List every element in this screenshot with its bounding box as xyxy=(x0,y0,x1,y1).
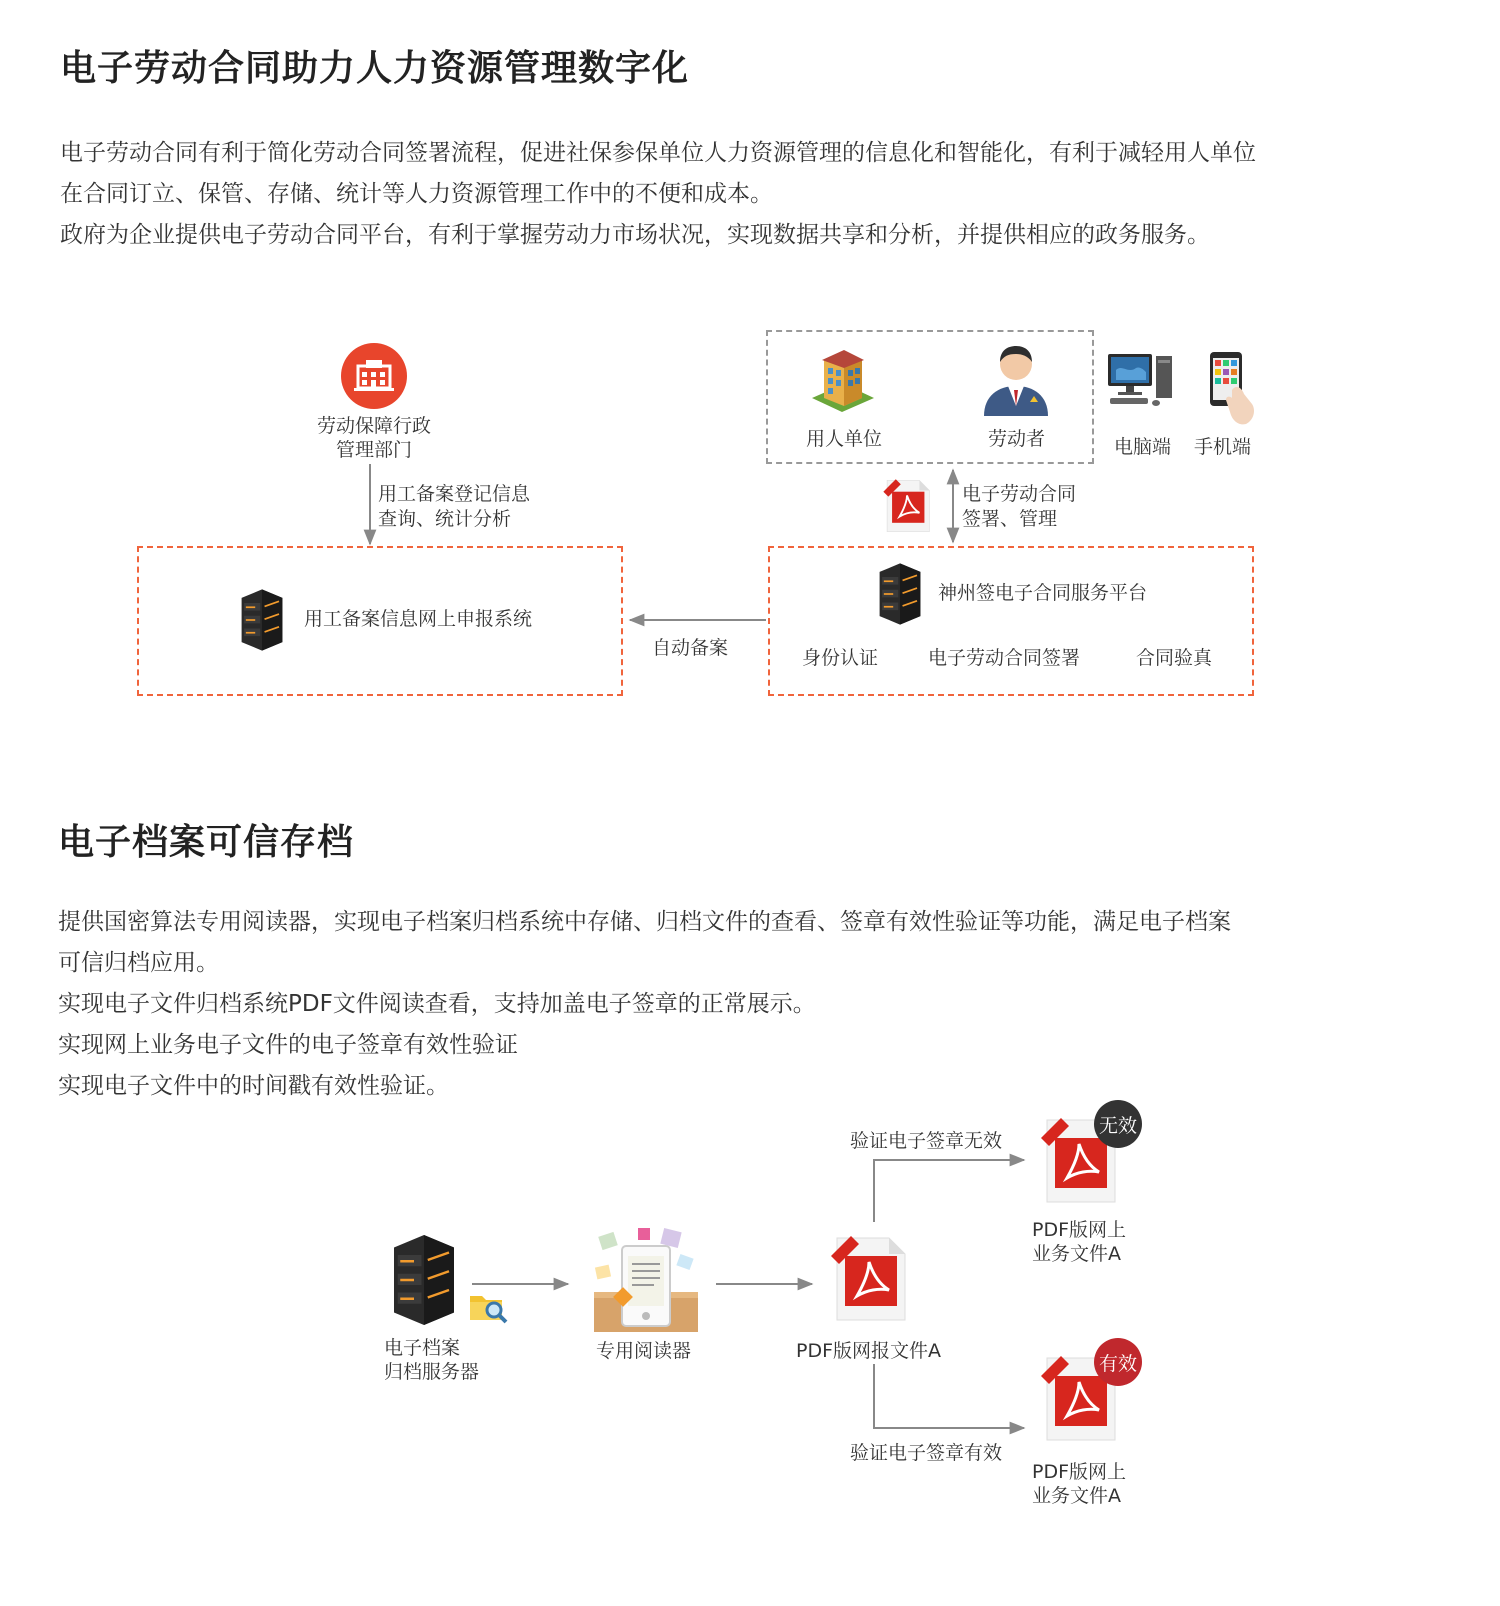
labour-dept-label-line1: 劳动保障行政 xyxy=(316,415,431,437)
verify-invalid-label: 验证电子签章无效 xyxy=(850,1130,1003,1152)
query-label-line1: 用工备案登记信息 xyxy=(378,483,531,505)
section2-para-line: 实现电子文件中的时间戳有效性验证。 xyxy=(58,1073,449,1099)
sign-manage-label xyxy=(962,482,1076,532)
platform-label: 神州签电子合同服务平台 xyxy=(938,582,1148,604)
filing-system-label: 用工备案信息网上申报系统 xyxy=(304,608,533,630)
archive-server-icon xyxy=(386,1230,462,1330)
section1-paragraph xyxy=(60,133,1256,256)
reader-label: 专用阅读器 xyxy=(596,1340,692,1362)
labour-dept-label-line2: 管理部门 xyxy=(335,439,412,461)
valid-branch-arrow xyxy=(866,1362,1030,1436)
worker-avatar-icon xyxy=(978,340,1054,418)
feature-sign: 电子劳动合同签署 xyxy=(928,647,1081,669)
platform-box xyxy=(768,546,1254,696)
mobile-phone-icon xyxy=(1206,350,1262,426)
valid-file-label xyxy=(1032,1460,1126,1508)
section2-paragraph xyxy=(58,902,1231,1107)
archive-server-label-line1: 电子档案 xyxy=(384,1337,461,1359)
pc-label: 电脑端 xyxy=(1114,436,1172,458)
report-pdf-icon xyxy=(826,1234,912,1324)
auto-file-label: 自动备案 xyxy=(652,637,729,659)
invalid-badge: 无效 xyxy=(1094,1100,1142,1148)
query-arrow xyxy=(360,462,380,548)
query-label xyxy=(378,482,530,532)
archive-server-label-line2: 归档服务器 xyxy=(384,1361,480,1383)
section2-title: 电子档案可信存档 xyxy=(58,822,355,863)
invalid-file-label xyxy=(1032,1218,1126,1266)
invalid-file-label-line1: PDF版网上 xyxy=(1032,1219,1127,1241)
employer-label: 用人单位 xyxy=(806,428,883,450)
query-label-line2: 查询、统计分析 xyxy=(378,508,512,530)
sign-manage-arrow xyxy=(943,464,963,548)
desktop-computer-icon xyxy=(1106,350,1176,408)
section1-para-line: 政府为企业提供电子劳动合同平台，有利于掌握劳动力市场状况，实现数据共享和分析，并提供相应的政务服务。 xyxy=(60,222,1210,248)
worker-label: 劳动者 xyxy=(988,428,1046,450)
feature-verify: 合同验真 xyxy=(1136,647,1213,669)
valid-file-label-line2: 业务文件A xyxy=(1032,1485,1121,1507)
building-icon xyxy=(806,344,880,418)
flow-arrow xyxy=(470,1276,574,1292)
invalid-file-label-line2: 业务文件A xyxy=(1032,1243,1121,1265)
folder-search-icon xyxy=(468,1288,510,1326)
flow-arrow xyxy=(714,1276,818,1292)
section1-title: 电子劳动合同助力人力资源管理数字化 xyxy=(60,48,690,89)
valid-badge: 有效 xyxy=(1094,1338,1142,1386)
sign-manage-label-line2: 签署、管理 xyxy=(962,508,1058,530)
government-building-icon xyxy=(340,342,408,410)
labour-dept-label xyxy=(294,414,454,462)
server-icon xyxy=(874,560,926,628)
section1-para-line: 电子劳动合同有利于简化劳动合同签署流程，促进社保参保单位人力资源管理的信息化和智能化，有利于减轻用人单位 xyxy=(60,140,1256,166)
verify-valid-label: 验证电子签章有效 xyxy=(850,1442,1003,1464)
auto-file-arrow xyxy=(624,610,770,630)
invalid-branch-arrow xyxy=(866,1152,1030,1224)
mobile-label: 手机端 xyxy=(1194,436,1252,458)
section1-para-line: 在合同订立、保管、存储、统计等人力资源管理工作中的不便和成本。 xyxy=(60,181,773,207)
section2-para-line: 提供国密算法专用阅读器，实现电子档案归档系统中存储、归档文件的查看、签章有效性验证等功能，满足电子档案 xyxy=(58,909,1231,935)
section2-para-line: 可信归档应用。 xyxy=(58,950,219,976)
pdf-file-icon xyxy=(880,478,934,534)
section2-para-line: 实现电子文件归档系统PDF文件阅读查看，支持加盖电子签章的正常展示。 xyxy=(58,991,816,1017)
reader-device-icon xyxy=(592,1226,700,1334)
archive-server-label xyxy=(384,1336,479,1384)
sign-manage-label-line1: 电子劳动合同 xyxy=(962,483,1077,505)
report-file-label: PDF版网报文件A xyxy=(796,1340,942,1362)
valid-file-label-line1: PDF版网上 xyxy=(1032,1461,1127,1483)
section2-para-line: 实现网上业务电子文件的电子签章有效性验证 xyxy=(58,1032,518,1058)
server-icon xyxy=(236,586,288,654)
feature-identity: 身份认证 xyxy=(802,647,879,669)
